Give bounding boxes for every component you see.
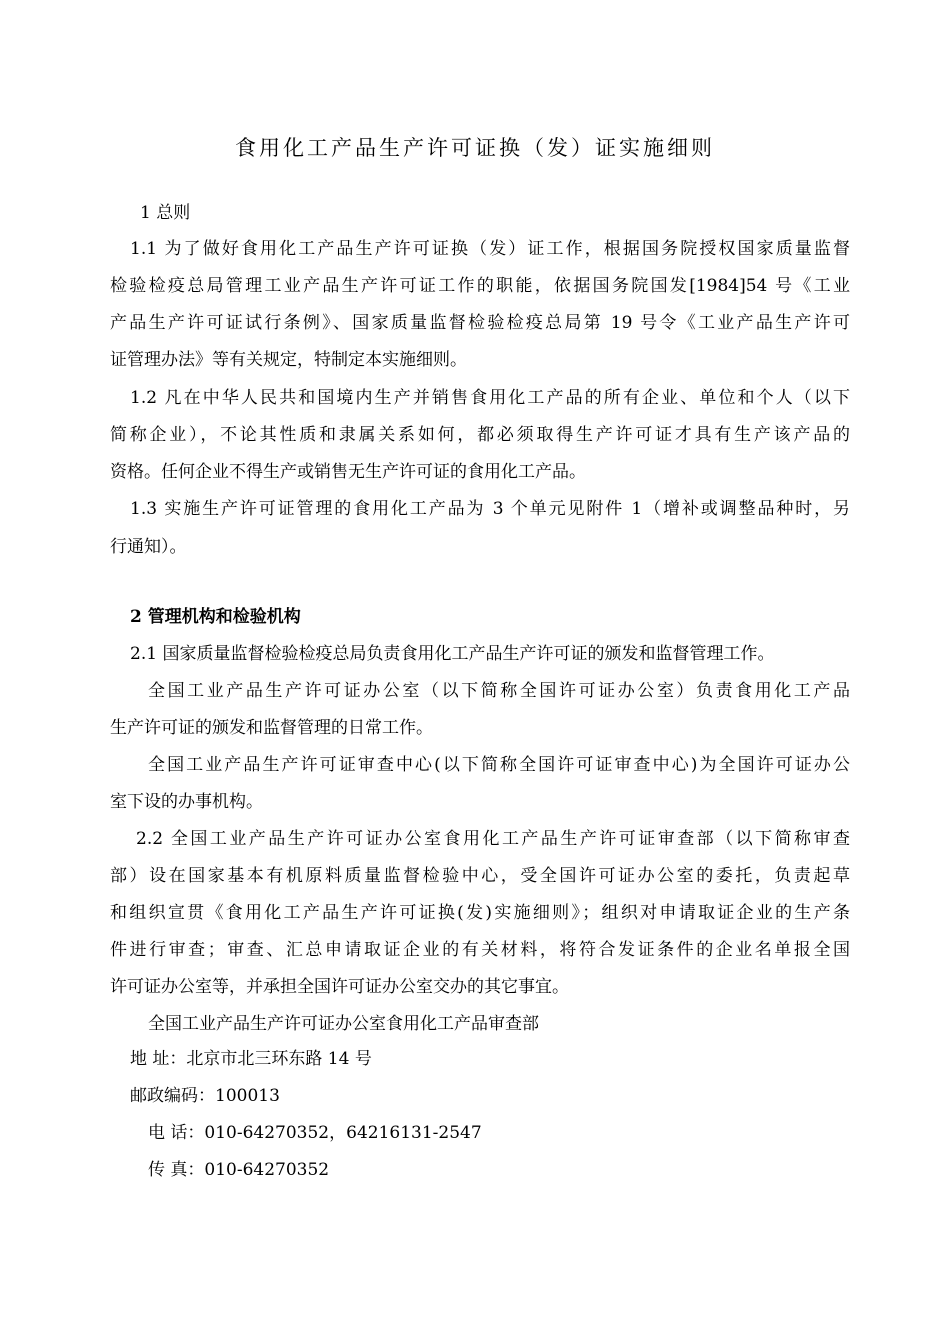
text-line: 检验检疫总局管理工业产品生产许可证工作的职能，依据国务院国发[1984]54 号《工业: [110, 276, 850, 296]
text-line: 全国工业产品生产许可证办公室（以下简称全国许可证办公室）负责食用化工产品: [148, 681, 850, 701]
text-line: 2 管理机构和检验机构: [130, 607, 301, 627]
text-line: 证管理办法》等有关规定，特制定本实施细则。: [110, 350, 467, 370]
text-line: 全国工业产品生产许可证办公室食用化工产品审查部: [148, 1014, 539, 1034]
text-line: 简称企业），不论其性质和隶属关系如何，都必须取得生产许可证才具有生产该产品的: [110, 425, 850, 445]
text-line: 资格。任何企业不得生产或销售无生产许可证的食用化工产品。: [110, 462, 586, 482]
text-line: 邮政编码：100013: [130, 1086, 280, 1106]
text-line: 2.2 全国工业产品生产许可证办公室食用化工产品生产许可证审查部（以下简称审查: [136, 829, 850, 849]
text-line: 件进行审查；审查、汇总申请取证企业的有关材料，将符合发证条件的企业名单报全国: [110, 940, 850, 960]
text-line: 1.1 为了做好食用化工产品生产许可证换（发）证工作，根据国务院授权国家质量监督: [130, 239, 850, 259]
text-line: 1.2 凡在中华人民共和国境内生产并销售食用化工产品的所有企业、单位和个人（以下: [130, 388, 850, 408]
text-line: 全国工业产品生产许可证审查中心(以下简称全国许可证审查中心)为全国许可证办公: [148, 755, 850, 775]
text-line: 地 址：北京市北三环东路 14 号: [130, 1049, 372, 1069]
text-line: 1.3 实施生产许可证管理的食用化工产品为 3 个单元见附件 1（增补或调整品种时，另: [130, 499, 850, 519]
text-line: 室下设的办事机构。: [110, 792, 263, 812]
text-line: 和组织宣贯《食用化工产品生产许可证换(发)实施细则》；组织对申请取证企业的生产条: [110, 903, 850, 923]
text-line: 产品生产许可证试行条例》、国家质量监督检验检疫总局第 19 号令《工业产品生产许可: [110, 313, 850, 333]
text-line: 2.1 国家质量监督检验检疫总局负责食用化工产品生产许可证的颁发和监督管理工作。: [130, 644, 775, 664]
text-line: 许可证办公室等，并承担全国许可证办公室交办的其它事宜。: [110, 977, 569, 997]
text-line: 生产许可证的颁发和监督管理的日常工作。: [110, 718, 433, 738]
text-line: 1 总则: [140, 203, 191, 223]
text-line: 传 真：010-64270352: [148, 1160, 330, 1180]
document-title: 食用化工产品生产许可证换（发）证实施细则: [235, 136, 715, 160]
text-line: 电 话：010-64270352，64216131-2547: [148, 1123, 482, 1143]
text-line: 部）设在国家基本有机原料质量监督检验中心，受全国许可证办公室的委托，负责起草: [110, 866, 850, 886]
text-line: 行通知）。: [110, 537, 187, 557]
